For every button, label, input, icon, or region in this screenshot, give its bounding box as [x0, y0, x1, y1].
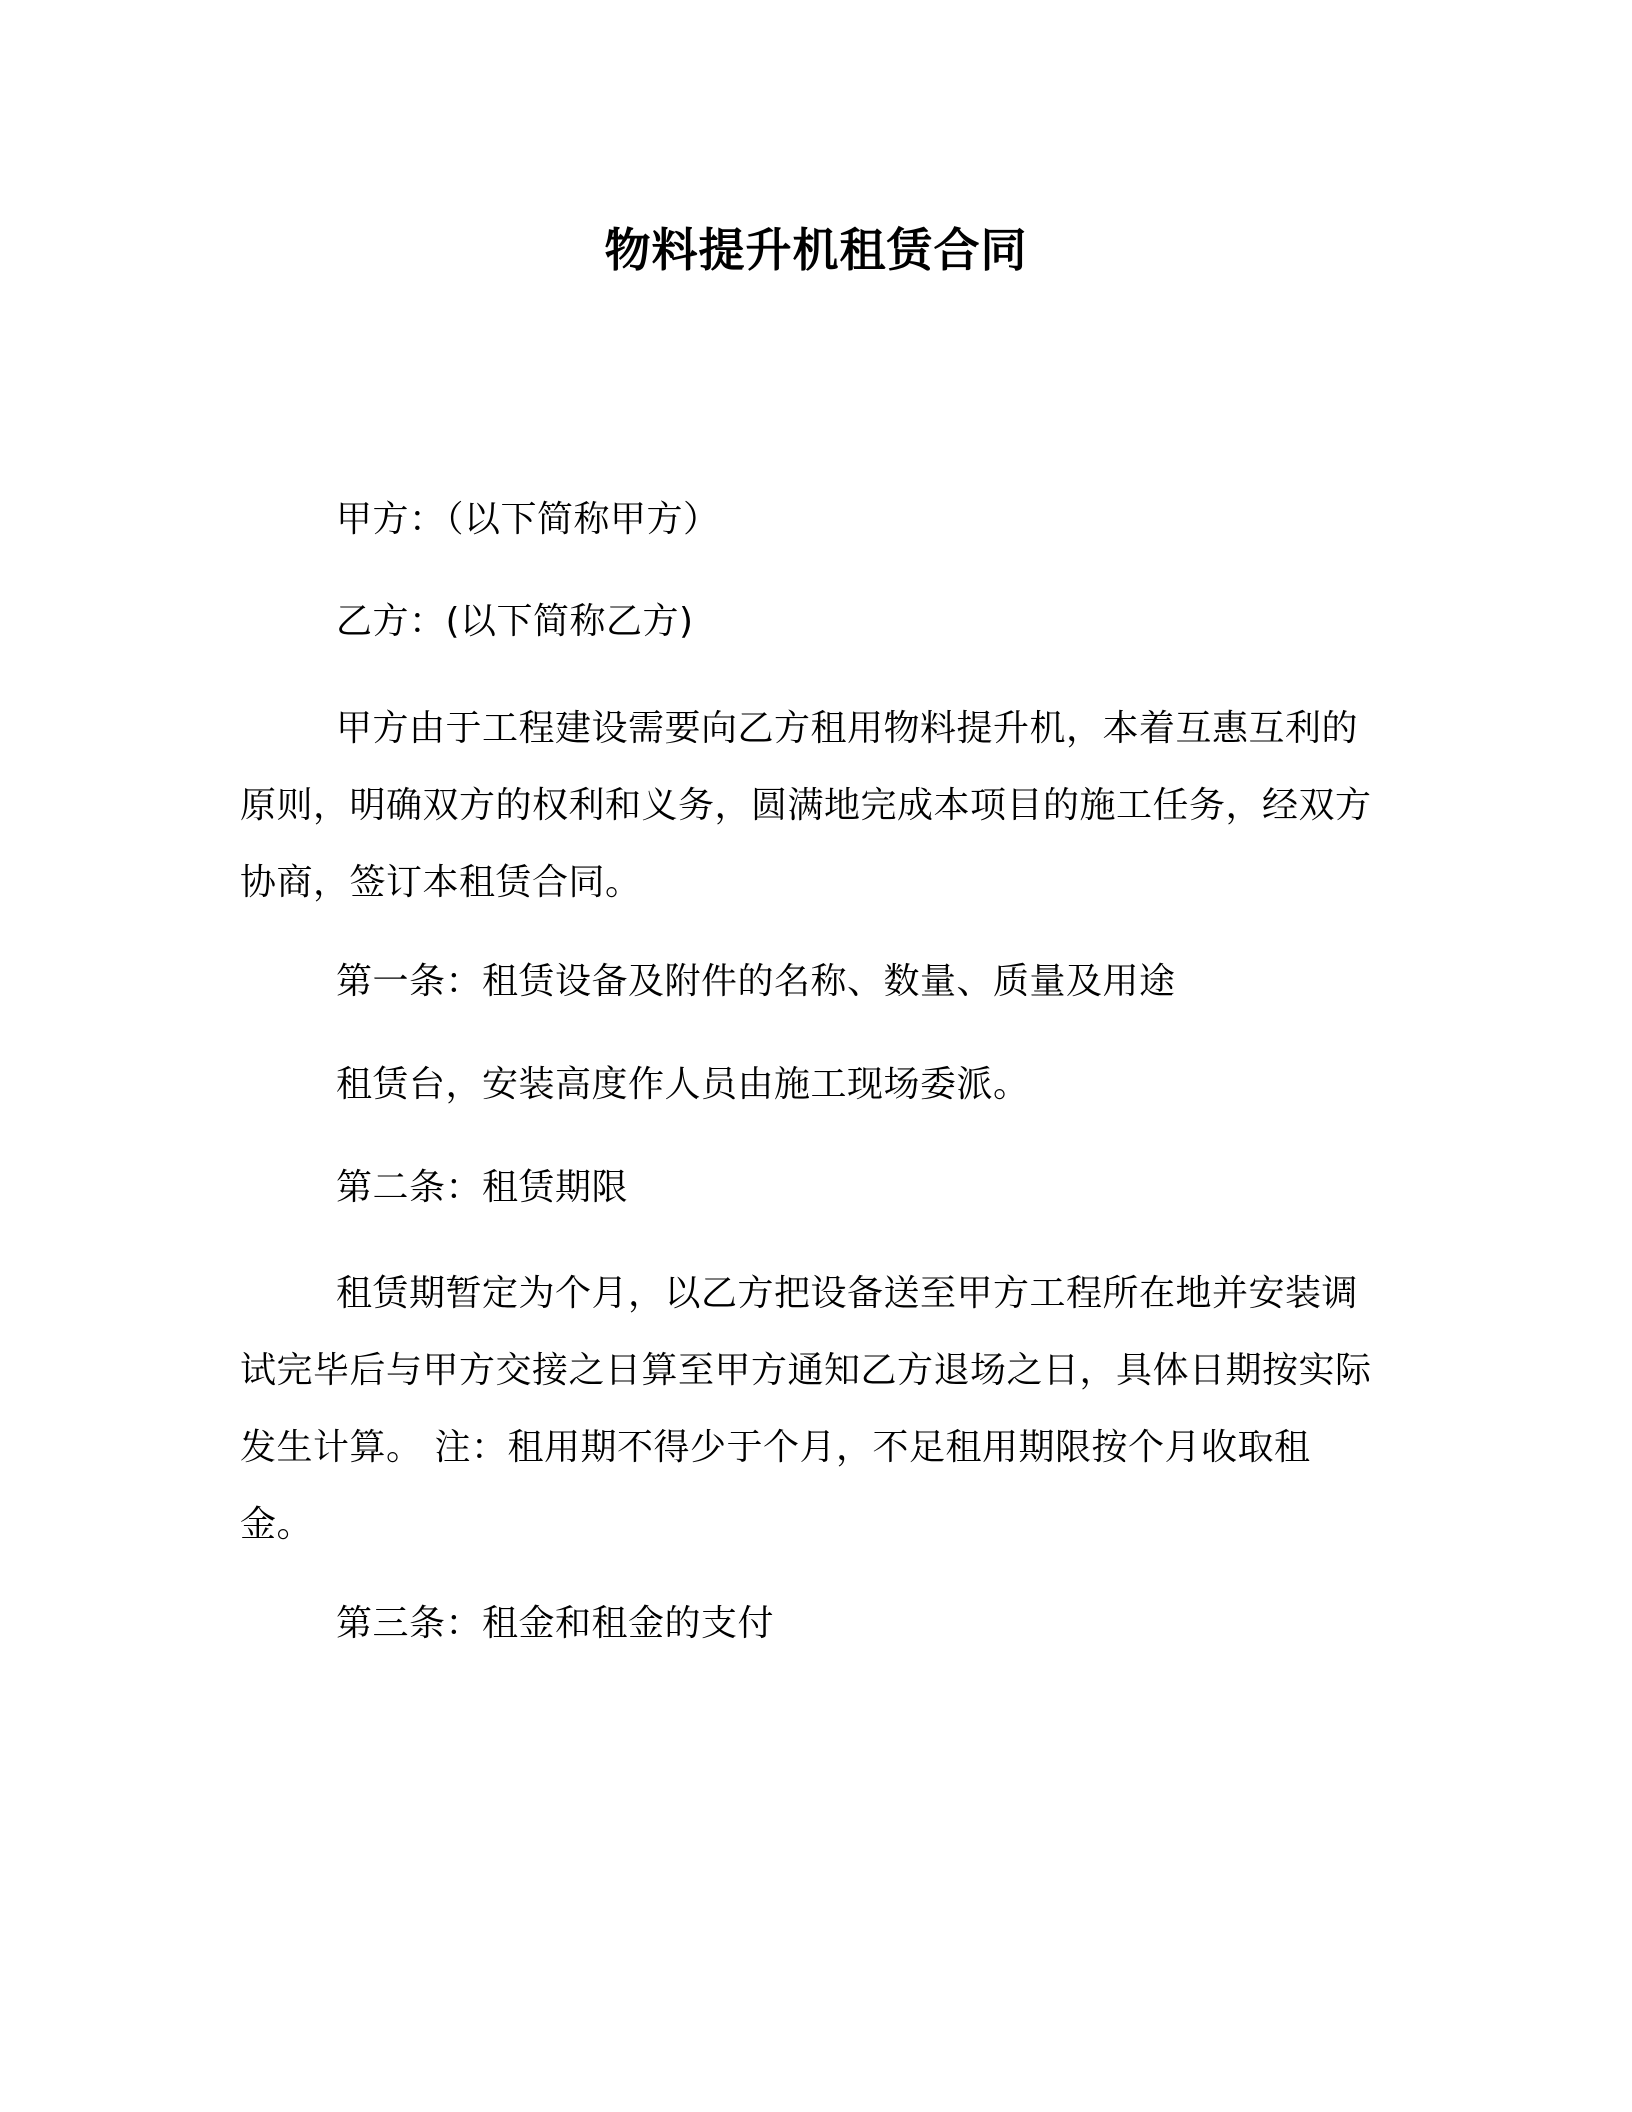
article-1-text: 租赁台，安装高度作人员由施工现场委派。 [336, 1064, 1030, 1105]
party-b-line: 乙方：(以下简称乙方) [336, 601, 694, 642]
article-1-heading: 第一条：租赁设备及附件的名称、数量、质量及用途 [336, 961, 1176, 1002]
document-title: 物料提升机租赁合同 [604, 223, 1028, 277]
intro-paragraph-block [240, 690, 1380, 921]
party-a-line: 甲方：（以下简称甲方） [336, 499, 720, 540]
article-2-text: 租赁期暂定为个月，以乙方把设备送至甲方工程所在地并安装调试完毕后与甲方交接之日算至甲方通知乙方退场之日，具体日期按实际发生计算。 注：租用期不得少于个月，不足租用期限按个月收取租金。 [240, 1273, 1372, 1545]
intro-paragraph: 甲方由于工程建设需要向乙方租用物料提升机，本着互惠互利的原则，明确双方的权利和义务，圆满地完成本项目的施工任务，经双方协商，签订本租赁合同。 [240, 708, 1372, 903]
article-2-heading: 第二条：租赁期限 [336, 1167, 629, 1208]
article-2-paragraph-block [240, 1255, 1380, 1563]
article-3-heading: 第三条：租金和租金的支付 [336, 1603, 775, 1644]
